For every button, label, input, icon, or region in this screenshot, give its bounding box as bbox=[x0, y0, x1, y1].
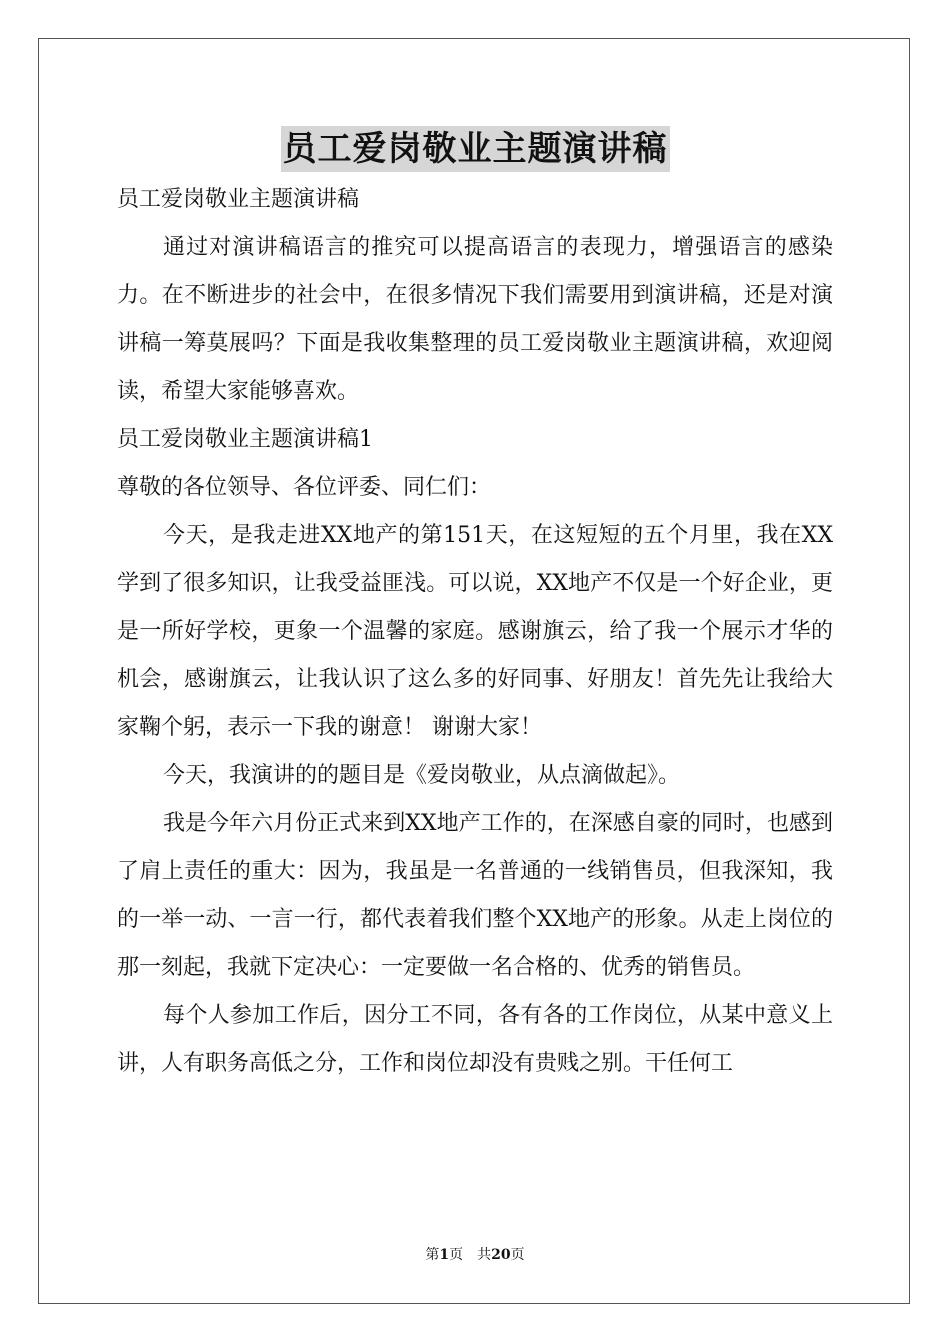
document-title bbox=[0, 126, 950, 172]
footer-page-prefix: 第 bbox=[425, 1247, 440, 1263]
page-footer bbox=[0, 1245, 950, 1265]
paragraph-salutation: 尊敬的各位领导、各位评委、同仁们： bbox=[117, 475, 492, 500]
paragraph-intro: 通过对演讲稿语言的推究可以提高语言的表现力，增强语言的感染力。在不断进步的社会中，在很多情况下我们需要用到演讲稿，还是对演讲稿一筹莫展吗？下面是我收集整理的员工爱岗敬业主题演讲稿，欢迎阅读，希望大家能够喜欢。 bbox=[117, 235, 833, 404]
footer-page-suffix: 页 bbox=[449, 1247, 464, 1263]
footer-total-suffix: 页 bbox=[510, 1247, 525, 1263]
paragraph-subtitle: 员工爱岗敬业主题演讲稿 bbox=[117, 187, 360, 212]
paragraph-body-3: 我是今年六月份正式来到XX地产工作的，在深感自豪的同时，也感到了肩上责任的重大：因为，我虽是一名普通的一线销售员，但我深知，我的一举一动、一言一行，都代表着我们整个XX地产的形象。从走上岗位的那一刻起，我就下定决心：一定要做一名合格的、优秀的销售员。 bbox=[117, 811, 833, 980]
document-title-text: 员工爱岗敬业主题演讲稿 bbox=[281, 126, 670, 172]
footer-page-current: 1 bbox=[439, 1247, 450, 1263]
paragraph-body-1: 今天，是我走进XX地产的第151天，在这短短的五个月里，我在XX学到了很多知识，让我受益匪浅。可以说，XX地产不仅是一个好企业，更是一所好学校，更象一个温馨的家庭。感谢旗云，给了我一个展示才华的机会，感谢旗云，让我认识了这么多的好同事、好朋友！首先先让我给大家鞠个躬，表示一下我的谢意！ 谢谢大家！ bbox=[117, 523, 833, 740]
footer-total-prefix: 共 bbox=[477, 1247, 492, 1263]
document-body bbox=[117, 176, 833, 1088]
paragraph-section-heading: 员工爱岗敬业主题演讲稿1 bbox=[117, 427, 373, 452]
footer-page-total: 20 bbox=[491, 1247, 511, 1263]
paragraph-body-2: 今天，我演讲的的题目是《爱岗敬业，从点滴做起》。 bbox=[163, 763, 681, 788]
paragraph-body-4: 每个人参加工作后，因分工不同，各有各的工作岗位，从某中意义上讲，人有职务高低之分，工作和岗位却没有贵贱之别。干任何工 bbox=[117, 1003, 833, 1076]
